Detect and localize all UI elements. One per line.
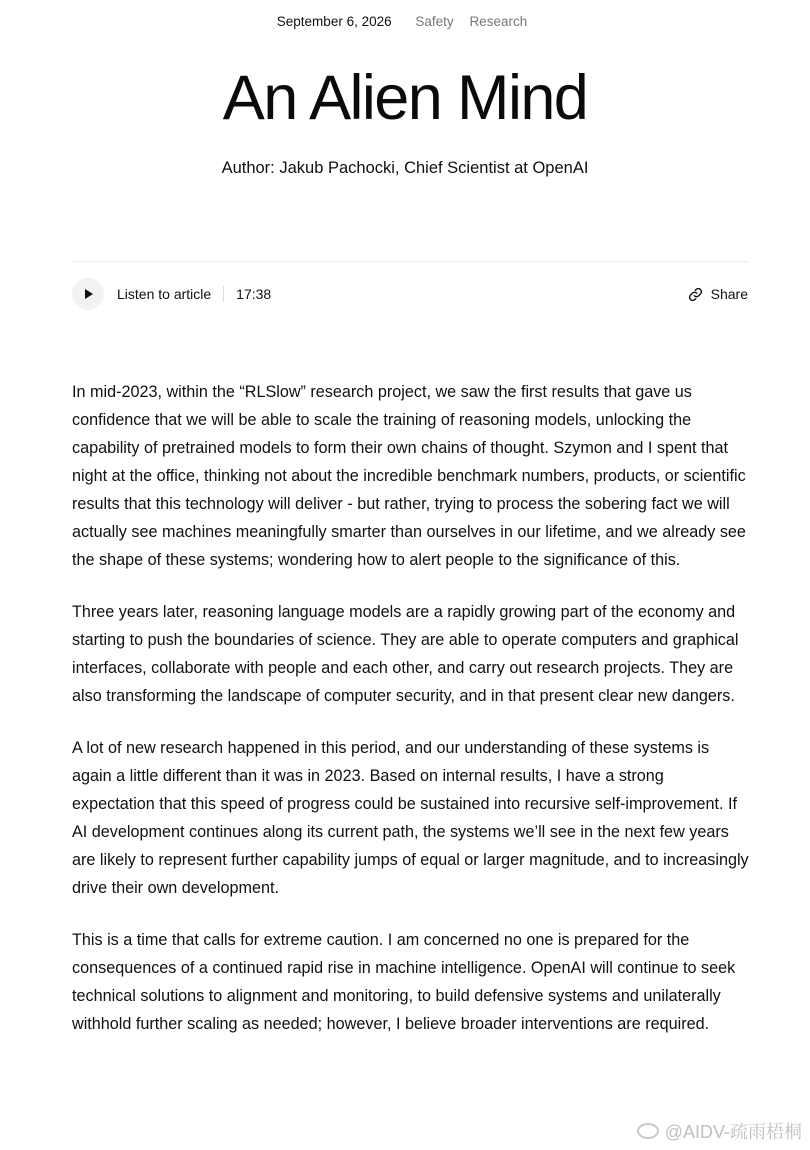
article-meta <box>0 13 810 31</box>
play-button[interactable] <box>72 278 104 310</box>
watermark-text: @AIDV-疏雨梧桐 <box>664 1122 802 1142</box>
article-paragraph-4: This is a time that calls for extreme caution. I am concerned no one is prepared for the consequences of a continued rapid rise in machine intelligence. OpenAI will continue to seek technical solutions to alignment and monitoring, to build defensive systems and unilaterally withhold further scaling as needed; however, I believe broader interventions are required. <box>72 931 736 1033</box>
divider <box>72 261 748 262</box>
audio-duration: 17:38 <box>236 286 272 302</box>
link-icon <box>688 287 703 302</box>
watermark <box>637 1118 802 1144</box>
listen-to-article-label[interactable]: Listen to article <box>117 286 212 302</box>
play-icon <box>85 289 93 299</box>
article-paragraph-2: Three years later, reasoning language models are a rapidly growing part of the economy and starting to push the boundaries of science. They are able to operate computers and graphical interfaces, collaborate with people and each other, and carry out research projects. They are also transforming the landscape of computer security, and in that present clear new dangers. <box>72 603 739 705</box>
share-button[interactable] <box>688 283 748 305</box>
article-paragraph-3: A lot of new research happened in this period, and our understanding of these systems is again a little different than it was in 2023. Based on internal results, I have a strong expectation that this speed of progress could be sustained into recursive self-improvement. If AI development continues along its current path, the systems we’ll see in the next few years are likely to represent further capability jumps of equal or larger magnitude, and to increasingly drive their own development. <box>72 739 749 897</box>
publish-date: September 6, 2026 <box>276 14 392 29</box>
weibo-icon <box>637 1123 659 1139</box>
share-label: Share <box>710 286 748 302</box>
player-separator <box>223 286 224 302</box>
article-paragraph-1: In mid-2023, within the “RLSlow” research project, we saw the first results that gave us confidence that we will be able to scale the training of reasoning models, unlocking the capability of pretrained models to form their own chains of thought. Szymon and I spent that night at the office, thinking not about the incredible benchmark numbers, products, or scientific results that this technology will deliver - but rather, trying to process the sobering fact we will actually see machines meaningfully smarter than ourselves in our lifetime, and we already see the shape of these systems; wondering how to alert people to the significance of this. <box>72 383 746 569</box>
page-title: An Alien Mind <box>222 63 588 133</box>
author-line: Author: Jakub Pachocki, Chief Scientist at OpenAI <box>221 159 589 177</box>
tag-safety[interactable]: Safety <box>415 14 454 29</box>
article-body <box>72 378 750 1062</box>
tag-research[interactable]: Research <box>469 14 528 29</box>
audio-player <box>72 278 271 310</box>
